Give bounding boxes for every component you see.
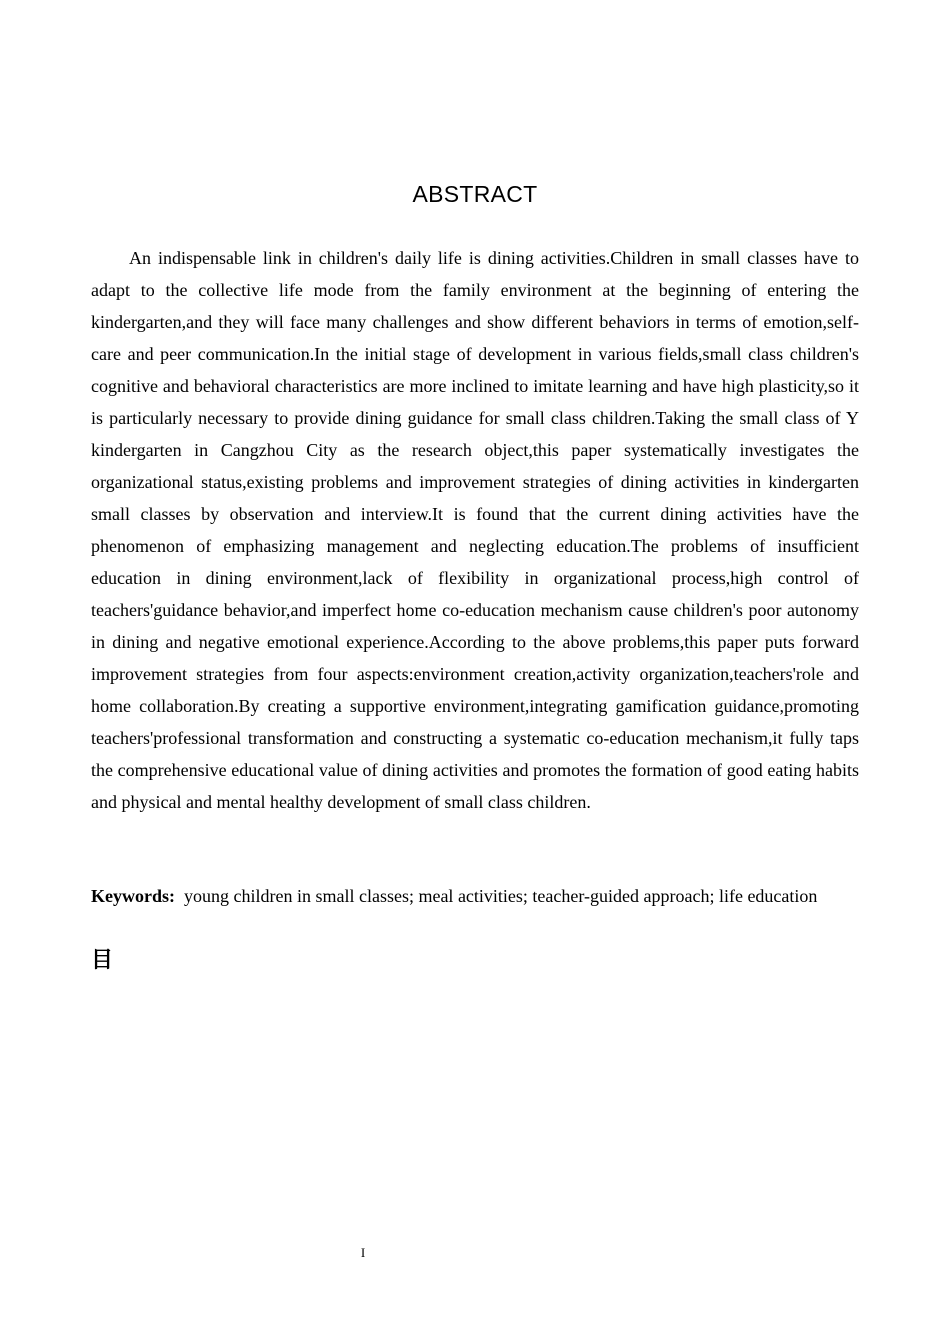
keywords-text: young children in small classes; meal activities; teacher-guided approach; life education: [184, 886, 818, 906]
keywords-label: Keywords:: [91, 886, 175, 906]
abstract-paragraph: An indispensable link in children's daily life is dining activities.Children in small classes have to adapt to the collective life mode from the family environment at the beginning of entering the kindergarten,and they will face many challenges and show different behaviors in terms of emotion,self-care and peer communication.In the initial stage of development in various fields,small class children's cognitive and behavioral characteristics are more inclined to imitate learning and have high plasticity,so it is particularly necessary to provide dining guidance for small class children.Taking the small class of Y kindergarten in Cangzhou City as the research object,this paper systematically investigates the organizational status,existing problems and improvement strategies of dining activities in kindergarten small classes by observation and interview.It is found that the current dining activities have the phenomenon of emphasizing management and neglecting education.The problems of insufficient education in dining environment,lack of flexibility in organizational process,high control of teachers'guidance behavior,and imperfect home co-education mechanism cause children's poor autonomy in dining and negative emotional experience.According to the above problems,this paper puts forward improvement strategies from four aspects:environment creation,activity organization,teachers'role and home collaboration.By creating a supportive environment,integrating gamification guidance,promoting teachers'professional transformation and constructing a systematic co-education mechanism,it fully taps the comprehensive educational value of dining activities and promotes the formation of good eating habits and physical and mental healthy development of small class children.: [91, 248, 859, 812]
toc-heading: 目: [91, 948, 114, 973]
keywords-line: [91, 880, 859, 912]
page-number: I: [360, 1245, 366, 1260]
abstract-title: ABSTRACT: [412, 181, 538, 207]
